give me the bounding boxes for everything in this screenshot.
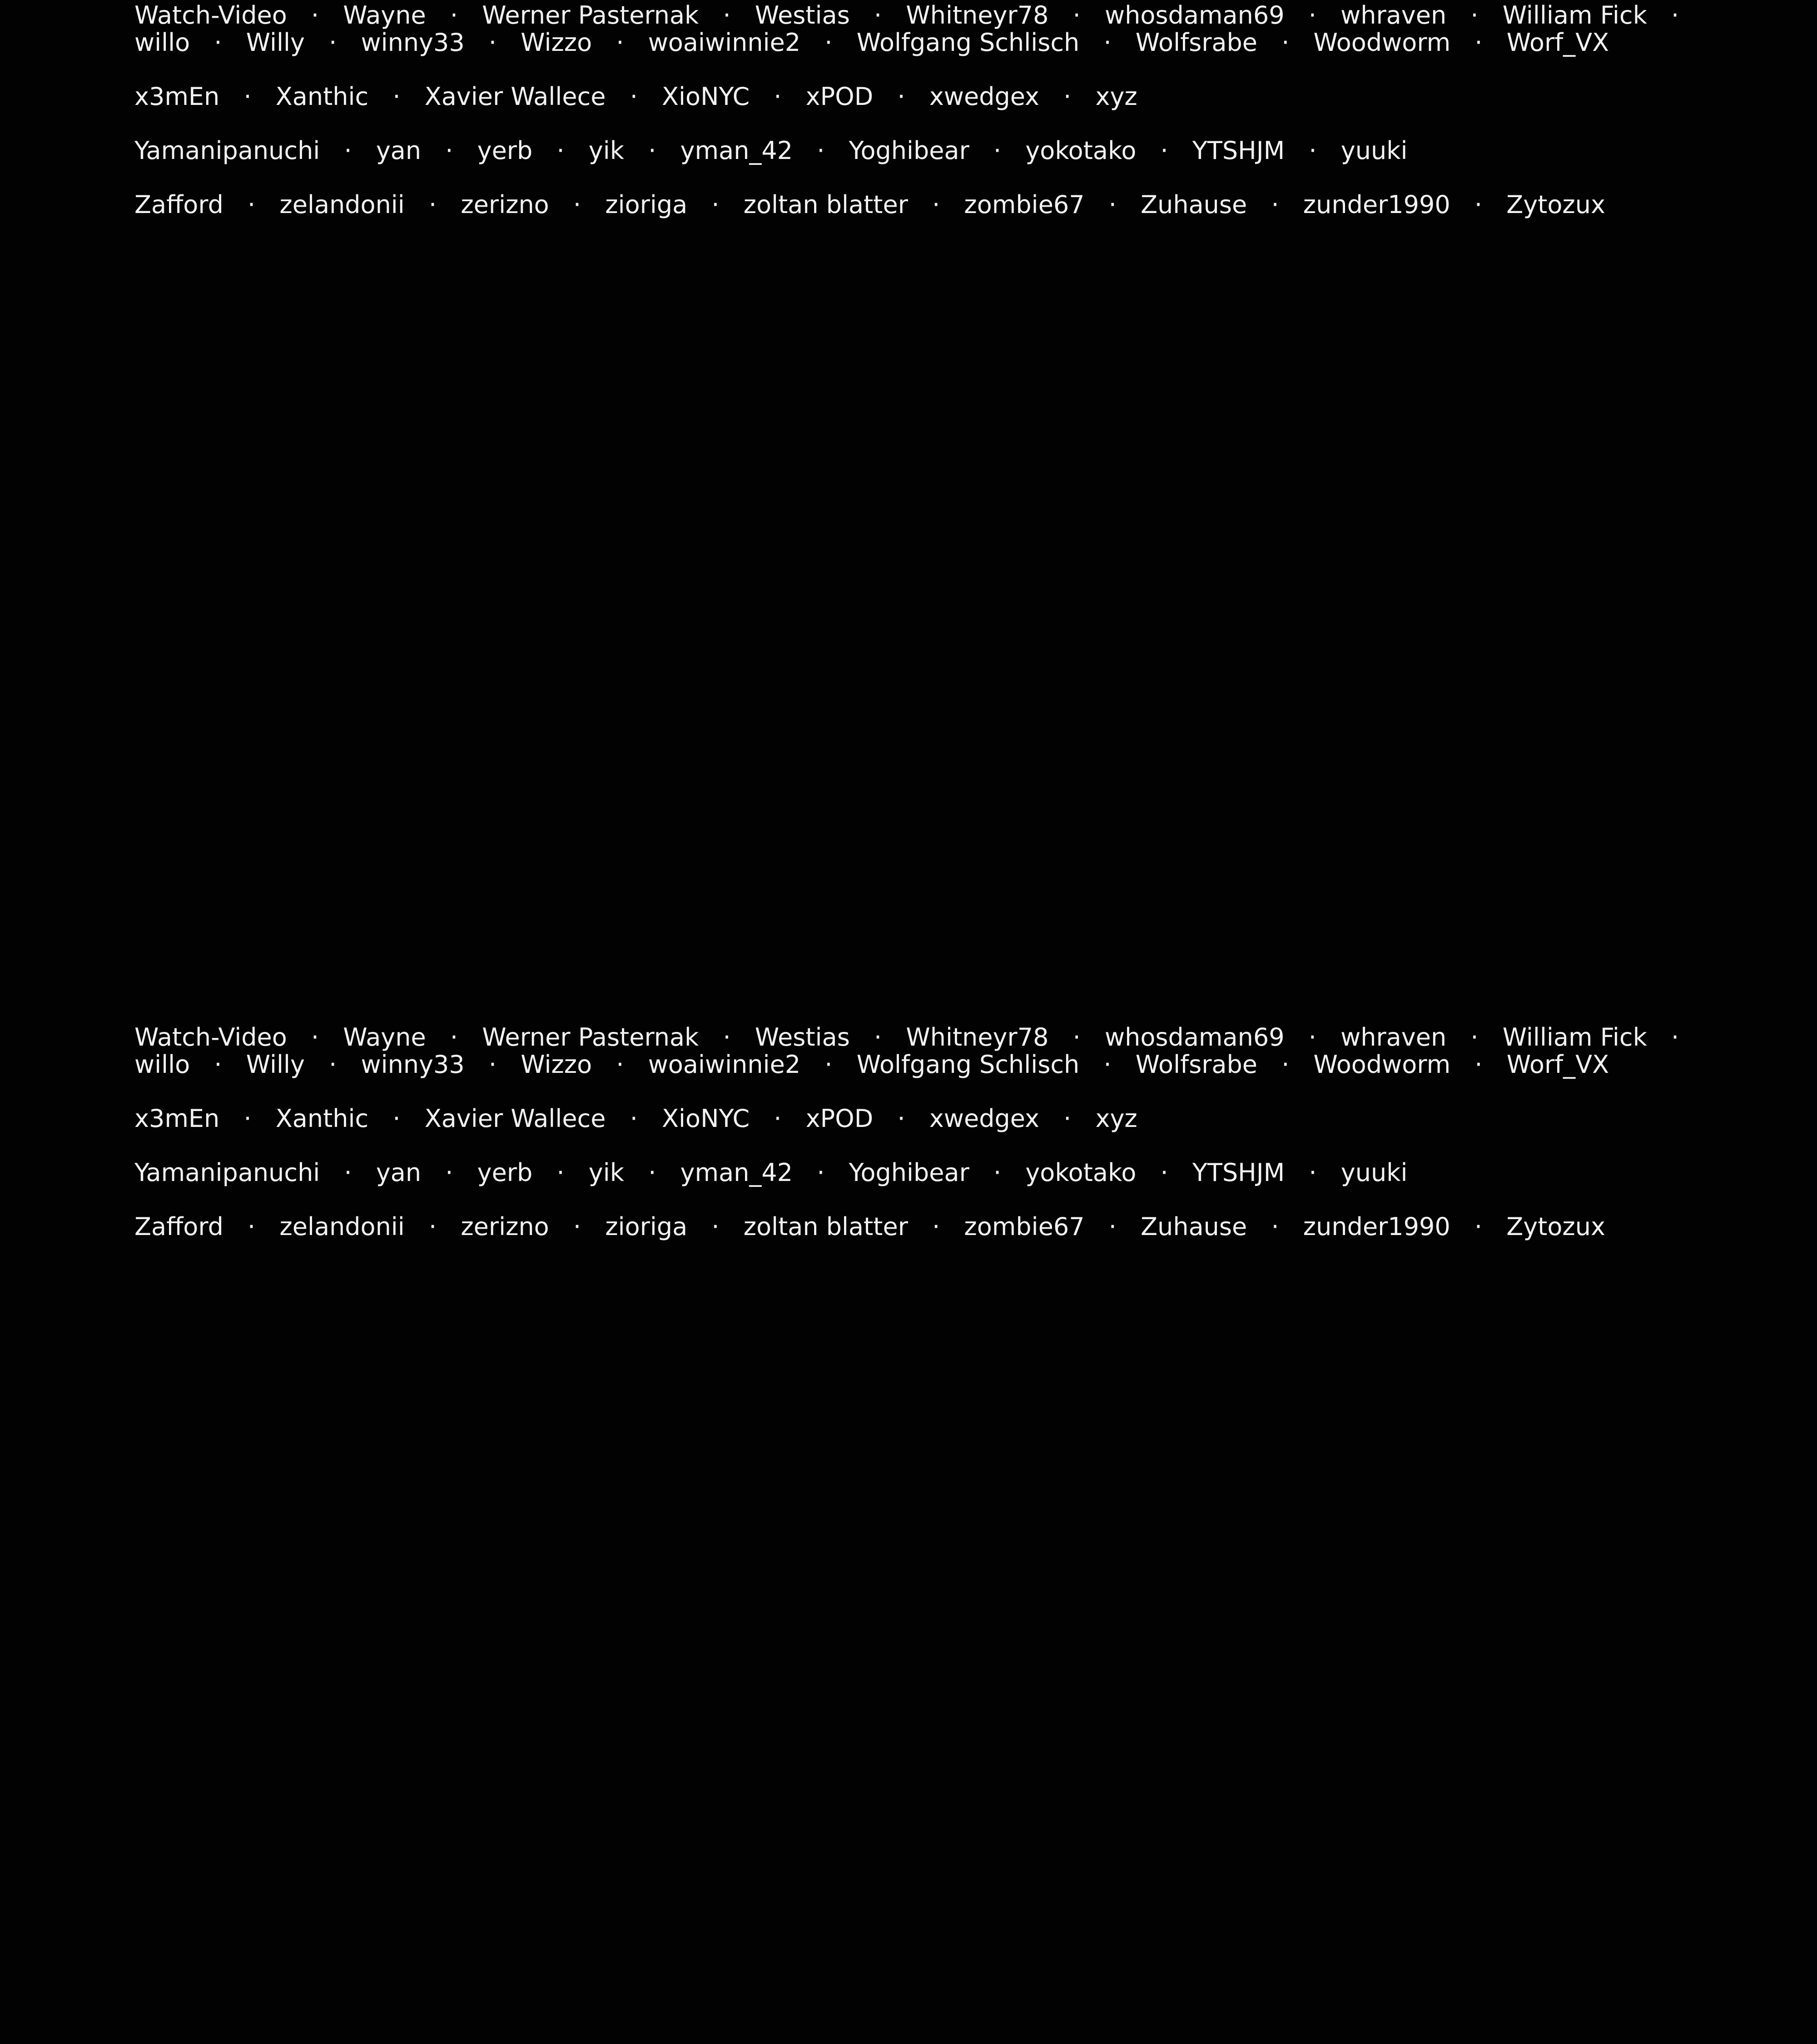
credit-name: yokotako	[1025, 1158, 1137, 1187]
credit-name: William Fick	[1502, 1, 1647, 30]
name-separator: ·	[630, 1104, 638, 1133]
name-separator: ·	[329, 1050, 337, 1079]
name-separator: ·	[573, 1212, 581, 1241]
name-separator: ·	[711, 190, 720, 219]
credit-name: yik	[588, 136, 625, 165]
credit-name: YTSHJM	[1192, 1158, 1285, 1187]
credit-name: woaiwinnie2	[648, 1050, 801, 1079]
name-separator: ·	[1103, 28, 1112, 57]
credits-paragraph-z	[134, 1213, 1706, 1240]
name-separator: ·	[1281, 1050, 1290, 1079]
credit-name: Xanthic	[275, 1104, 369, 1133]
credit-name: xyz	[1095, 82, 1137, 111]
credit-name: William Fick	[1502, 1023, 1647, 1052]
name-separator: ·	[1474, 1050, 1483, 1079]
name-separator: ·	[556, 136, 565, 165]
name-separator: ·	[1474, 28, 1483, 57]
credit-name: zombie67	[964, 1212, 1085, 1241]
name-separator: ·	[1063, 1104, 1072, 1133]
credit-name: xPOD	[805, 1104, 874, 1133]
credit-name: xPOD	[805, 82, 874, 111]
credit-name: yuuki	[1340, 1158, 1408, 1187]
name-separator: ·	[616, 28, 624, 57]
name-separator: ·	[573, 190, 581, 219]
name-separator: ·	[1470, 1023, 1479, 1052]
credits-paragraph-y	[134, 1159, 1706, 1186]
credit-name: Willy	[246, 28, 305, 57]
name-separator: ·	[1108, 1212, 1117, 1241]
name-separator: ·	[311, 1, 319, 30]
credit-name: yan	[376, 136, 422, 165]
name-separator: ·	[616, 1050, 624, 1079]
credit-name: yik	[588, 1158, 625, 1187]
credit-name: willo	[134, 28, 190, 57]
name-separator: ·	[1308, 1, 1316, 30]
credit-name: Zytozux	[1506, 190, 1605, 219]
credit-name: Wolfgang Schlisch	[856, 1050, 1080, 1079]
credit-name: Wayne	[343, 1, 426, 30]
name-separator: ·	[248, 1212, 256, 1241]
credit-name: Wizzo	[521, 28, 592, 57]
name-separator: ·	[1160, 136, 1168, 165]
credit-name: xyz	[1095, 1104, 1137, 1133]
credit-name: xwedgex	[929, 1104, 1039, 1133]
name-separator: ·	[1160, 1158, 1168, 1187]
name-separator: ·	[630, 82, 638, 111]
credit-name: winny33	[361, 28, 465, 57]
credit-name: whosdaman69	[1105, 1023, 1285, 1052]
name-separator: ·	[1309, 136, 1317, 165]
credit-name: yman_42	[680, 1158, 793, 1187]
name-separator: ·	[344, 136, 352, 165]
name-separator: ·	[450, 1023, 458, 1052]
credit-name: Worf_VX	[1506, 28, 1609, 57]
credit-name: Yoghibear	[849, 136, 969, 165]
credit-name: whosdaman69	[1105, 1, 1285, 30]
name-separator: ·	[1309, 1158, 1317, 1187]
credit-name: Zuhause	[1141, 190, 1247, 219]
name-separator: ·	[1671, 1, 1679, 30]
name-separator: ·	[993, 136, 1002, 165]
name-separator: ·	[488, 28, 497, 57]
credit-name: Westias	[755, 1, 850, 30]
credit-name: zunder1990	[1303, 190, 1450, 219]
name-separator: ·	[824, 1050, 833, 1079]
credit-name: zoltan blatter	[743, 1212, 908, 1241]
name-separator: ·	[897, 1104, 905, 1133]
name-separator: ·	[243, 1104, 252, 1133]
credit-name: Xanthic	[275, 82, 369, 111]
credits-paragraph-w	[134, 2, 1706, 56]
credit-name: xwedgex	[929, 82, 1039, 111]
credit-name: yman_42	[680, 136, 793, 165]
credit-name: Whitneyr78	[906, 1023, 1049, 1052]
credit-name: Wolfsrabe	[1135, 1050, 1258, 1079]
credit-name: XioNYC	[662, 82, 750, 111]
credit-name: Watch-Video	[134, 1023, 287, 1052]
credit-name: woaiwinnie2	[648, 28, 801, 57]
credit-name: x3mEn	[134, 82, 220, 111]
credits-paragraph-x	[134, 1105, 1706, 1132]
credit-name: Zafford	[134, 1212, 223, 1241]
name-separator: ·	[648, 136, 656, 165]
name-separator: ·	[1271, 190, 1279, 219]
credit-name: Xavier Wallece	[424, 82, 606, 111]
name-separator: ·	[344, 1158, 352, 1187]
name-separator: ·	[774, 82, 782, 111]
credit-name: Wolfsrabe	[1135, 28, 1258, 57]
credit-name: winny33	[361, 1050, 465, 1079]
credits-block-bottom	[134, 1024, 1706, 1267]
credit-name: zelandonii	[279, 190, 405, 219]
credit-name: XioNYC	[662, 1104, 750, 1133]
name-separator: ·	[392, 82, 401, 111]
credits-block-top	[134, 2, 1706, 245]
credits-paragraph-w	[134, 1024, 1706, 1078]
name-separator: ·	[445, 1158, 453, 1187]
credit-name: zunder1990	[1303, 1212, 1450, 1241]
name-separator: ·	[488, 1050, 497, 1079]
name-separator: ·	[1474, 1212, 1483, 1241]
name-separator: ·	[311, 1023, 319, 1052]
name-separator: ·	[1063, 82, 1072, 111]
name-separator: ·	[1108, 190, 1117, 219]
credit-name: Werner Pasternak	[482, 1023, 699, 1052]
name-separator: ·	[1072, 1023, 1081, 1052]
credit-name: Yamanipanuchi	[134, 136, 320, 165]
name-separator: ·	[214, 28, 222, 57]
credit-name: Zytozux	[1506, 1212, 1605, 1241]
credit-name: yerb	[477, 1158, 533, 1187]
credit-name: YTSHJM	[1192, 136, 1285, 165]
credit-name: yan	[376, 1158, 422, 1187]
name-separator: ·	[824, 28, 833, 57]
credit-name: whraven	[1340, 1023, 1447, 1052]
credit-name: Xavier Wallece	[424, 1104, 606, 1133]
credits-paragraph-x	[134, 83, 1706, 110]
name-separator: ·	[932, 190, 940, 219]
credit-name: x3mEn	[134, 1104, 220, 1133]
name-separator: ·	[723, 1, 731, 30]
name-separator: ·	[392, 1104, 401, 1133]
name-separator: ·	[932, 1212, 940, 1241]
credit-name: Werner Pasternak	[482, 1, 699, 30]
credit-name: Whitneyr78	[906, 1, 1049, 30]
credit-name: zoltan blatter	[743, 190, 908, 219]
credit-name: whraven	[1340, 1, 1447, 30]
name-separator: ·	[993, 1158, 1002, 1187]
credit-name: zerizno	[461, 190, 549, 219]
credit-name: Willy	[246, 1050, 305, 1079]
name-separator: ·	[817, 136, 825, 165]
name-separator: ·	[243, 82, 252, 111]
name-separator: ·	[329, 28, 337, 57]
name-separator: ·	[1103, 1050, 1112, 1079]
name-separator: ·	[774, 1104, 782, 1133]
name-separator: ·	[556, 1158, 565, 1187]
name-separator: ·	[897, 82, 905, 111]
credit-name: Wolfgang Schlisch	[856, 28, 1080, 57]
name-separator: ·	[450, 1, 458, 30]
name-separator: ·	[428, 1212, 437, 1241]
credit-name: Zafford	[134, 190, 223, 219]
credit-name: zombie67	[964, 190, 1085, 219]
name-separator: ·	[723, 1023, 731, 1052]
name-separator: ·	[1470, 1, 1479, 30]
name-separator: ·	[445, 136, 453, 165]
credit-name: yuuki	[1340, 136, 1408, 165]
credit-name: yerb	[477, 136, 533, 165]
name-separator: ·	[711, 1212, 720, 1241]
name-separator: ·	[817, 1158, 825, 1187]
credit-name: Wayne	[343, 1023, 426, 1052]
name-separator: ·	[1281, 28, 1290, 57]
name-separator: ·	[648, 1158, 656, 1187]
credit-name: Woodworm	[1313, 28, 1451, 57]
credit-name: Wizzo	[521, 1050, 592, 1079]
credit-name: Yamanipanuchi	[134, 1158, 320, 1187]
credit-name: zelandonii	[279, 1212, 405, 1241]
credit-name: Worf_VX	[1506, 1050, 1609, 1079]
credits-paragraph-y	[134, 137, 1706, 164]
credits-paragraph-z	[134, 191, 1706, 218]
credit-name: yokotako	[1025, 136, 1137, 165]
name-separator: ·	[1271, 1212, 1279, 1241]
credit-name: willo	[134, 1050, 190, 1079]
credit-name: Watch-Video	[134, 1, 287, 30]
credit-name: zioriga	[605, 190, 688, 219]
credit-name: Yoghibear	[849, 1158, 969, 1187]
name-separator: ·	[214, 1050, 222, 1079]
name-separator: ·	[1474, 190, 1483, 219]
name-separator: ·	[1308, 1023, 1316, 1052]
name-separator: ·	[248, 190, 256, 219]
name-separator: ·	[874, 1023, 882, 1052]
name-separator: ·	[428, 190, 437, 219]
credit-name: Westias	[755, 1023, 850, 1052]
name-separator: ·	[1671, 1023, 1679, 1052]
credit-name: Zuhause	[1141, 1212, 1247, 1241]
name-separator: ·	[874, 1, 882, 30]
credit-name: zerizno	[461, 1212, 549, 1241]
name-separator: ·	[1072, 1, 1081, 30]
credit-name: zioriga	[605, 1212, 688, 1241]
credit-name: Woodworm	[1313, 1050, 1451, 1079]
